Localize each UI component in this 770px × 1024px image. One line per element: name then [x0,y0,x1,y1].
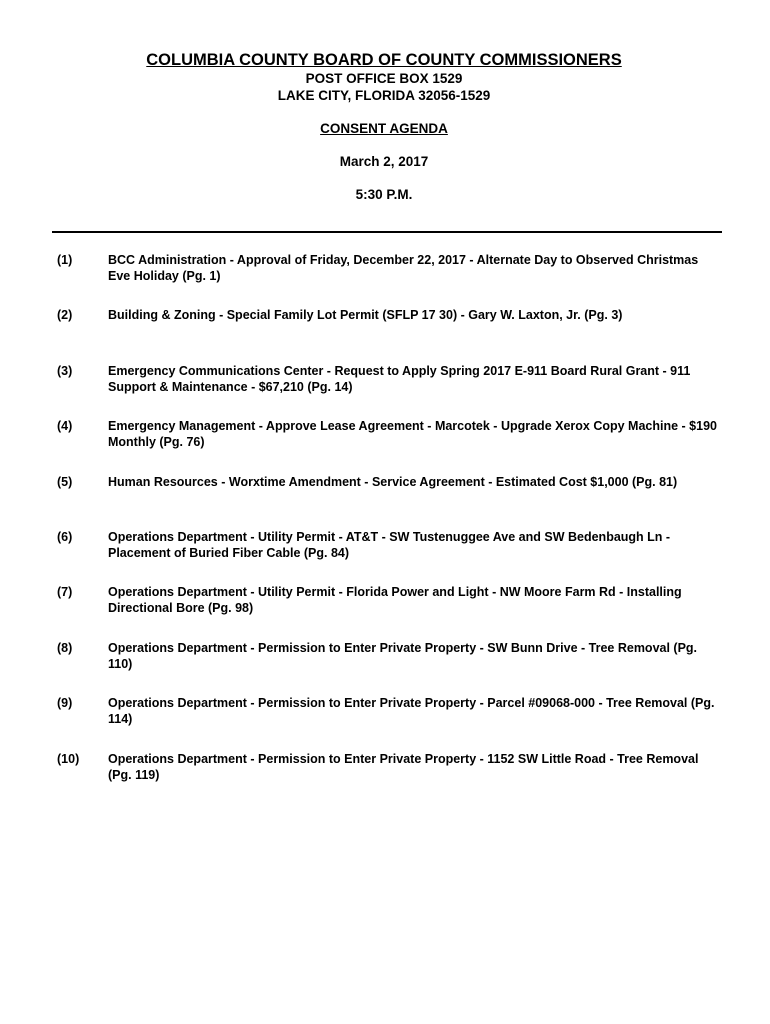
item-number: (7) [57,585,73,600]
agenda-items-list [0,252,770,806]
agenda-item [0,584,770,639]
meeting-date: March 2, 2017 [339,154,429,169]
meeting-time: 5:30 P.M. [355,187,413,202]
item-number: (2) [57,308,73,323]
address-line-2: LAKE CITY, FLORIDA 32056-1529 [277,88,491,103]
item-text: Operations Department - Utility Permit - AT&T - SW Tustenuggee Ave and SW Bedenbaugh Ln - Placement of Buried Fiber Cable (Pg. 84) [108,529,671,560]
agenda-item [0,307,770,362]
agenda-item [0,418,770,473]
document-header [0,51,768,203]
item-text: Human Resources - Worxtime Amendment - Service Agreement - Estimated Cost $1,000 (Pg. 81) [108,474,678,489]
header-divider [52,231,722,233]
item-text: Emergency Management - Approve Lease Agreement - Marcotek - Upgrade Xerox Copy Machine - $190 Monthly (Pg. 76) [108,419,717,450]
organization-name: COLUMBIA COUNTY BOARD OF COUNTY COMMISSIONERS [146,51,622,69]
item-number: (9) [57,696,73,711]
item-number: (4) [57,419,73,434]
item-text: Operations Department - Permission to Enter Private Property - SW Bunn Drive - Tree Removal (Pg. 110) [108,640,698,671]
agenda-item [0,474,770,529]
agenda-item [0,695,770,750]
item-number: (8) [57,640,73,655]
item-number: (1) [57,253,73,267]
item-text: BCC Administration - Approval of Friday, December 22, 2017 - Alternate Day to Observed Christmas Eve Holiday (Pg. 1) [108,253,699,283]
item-number: (5) [57,474,73,489]
item-number: (3) [57,363,73,378]
item-text: Emergency Communications Center - Request to Apply Spring 2017 E-911 Board Rural Grant - 911 Support & Maintenance - $67,210 (Pg. 14) [108,363,691,394]
item-text: Operations Department - Permission to Enter Private Property - Parcel #09068-000 - Tree Removal (Pg. 114) [108,696,715,727]
agenda-title: CONSENT AGENDA [320,121,448,136]
item-text: Building & Zoning - Special Family Lot Permit (SFLP 17 30) - Gary W. Laxton, Jr. (Pg. 3) [108,308,623,323]
item-number: (6) [57,529,73,544]
item-number: (10) [57,751,80,766]
agenda-item [0,252,770,307]
item-text: Operations Department - Utility Permit - Florida Power and Light - NW Moore Farm Rd - Installing Directional Bore (Pg. 98) [108,585,682,616]
agenda-item [0,640,770,695]
agenda-item [0,363,770,418]
item-text: Operations Department - Permission to Enter Private Property - 1152 SW Little Road - Tree Removal (Pg. 119) [108,751,699,782]
agenda-item [0,529,770,584]
agenda-item [0,751,770,806]
address-line-1: POST OFFICE BOX 1529 [305,71,463,86]
